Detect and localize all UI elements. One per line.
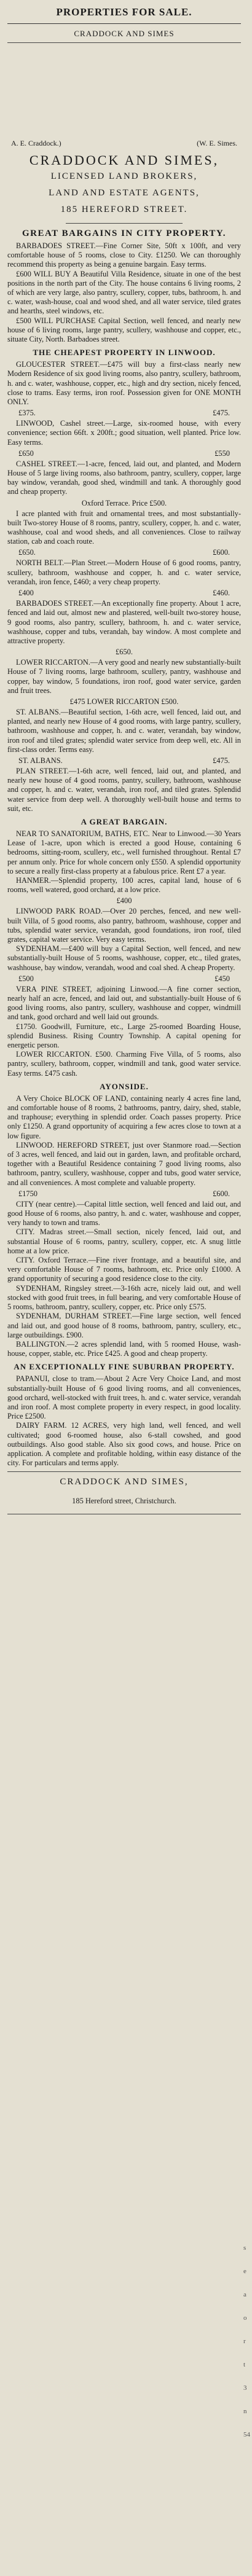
price: £475. [213, 409, 230, 418]
partner-left: A. E. Craddock.) [11, 139, 61, 147]
margin-char: r [243, 2338, 246, 2345]
footer-firm-name: CRADDOCK AND SIMES, [60, 1477, 189, 1487]
price: £400 [18, 589, 34, 598]
listing: CASHEL STREET.—1-acre, fenced, laid out, and planted, and Modern House of 5 large living rooms, also bathroom, pantry, scullery, copper, large bay window, verandah, good shed, windmill and tank. A thoroughly good and cheap property. [7, 459, 241, 496]
section-linwood: THE CHEAPEST PROPERTY IN LINWOOD. [33, 348, 216, 358]
listing: £1750. Goodwill, Furniture, etc., Large 25-roomed Boarding House, splendid Business. Rising Country Township. A capital opening for energetic person. [7, 1022, 241, 1050]
price: £650 [18, 448, 34, 458]
page-marker: 54 [243, 2431, 250, 2438]
section-sanatorium: A GREAT BARGAIN. [81, 816, 168, 826]
margin-char: 3 [243, 2384, 247, 2392]
firm-name: CRADDOCK AND SIMES, [29, 152, 219, 168]
margin-fragments [243, 2236, 251, 2446]
listing: SYDENHAM, DURHAM STREET.—Fine large section, well fenced and laid out, and good house of 8 rooms, bathroom, pantry, scullery, etc., large outbuildings. £900. [7, 1312, 241, 1339]
price-row [7, 408, 241, 418]
section-city: GREAT BARGAINS IN CITY PROPERTY. [22, 229, 227, 238]
listing: SYDENHAM, Ringsley street.—3-16th acre, nicely laid out, and well stocked with good fruit trees, in full bearing, and very comfortable House of 5 rooms, bathroom, pantry, scullery, copper, etc. Price only £575. [7, 1283, 241, 1312]
firm-line-agents: LAND AND ESTATE AGENTS, [49, 188, 200, 198]
margin-char: t [243, 2361, 246, 2368]
divider [66, 223, 183, 224]
firm-address: 185 HEREFORD STREET. [60, 205, 188, 214]
listing: LOWER RICCARTON. £500. Charming Five Villa, of 5 rooms, also pantry, scullery, bathroom, copper, windmill and tank, good water service. Easy terms. £475 cash. [7, 1050, 241, 1078]
footer-address: 185 Hereford street, Christchurch. [72, 1497, 176, 1506]
margin-char: s [243, 2244, 246, 2252]
price: £650. [116, 648, 133, 657]
listing: VERA PINE STREET, adjoining Linwood.—A fine corner section, nearly half an acre, fenced, and laid out, and substantially-built House of 6 good living rooms, also pantry, scullery, washhouse and copper, windmill and tank, good orchard and well laid out grounds. [7, 984, 241, 1022]
divider [7, 42, 241, 43]
margin-char: a [243, 2291, 246, 2298]
listing: A Very Choice BLOCK OF LAND, containing nearly 4 acres fine land, and comfortable house of 8 rooms, 2 bathrooms, pantry, dairy, shed, stable, and traphouse; everything in splendid order. Coach passes property. Price only £1250. A grand opportunity of acquiring a few acres close to town at a low figure. [7, 1094, 241, 1140]
price: ST. ALBANS. [18, 756, 63, 765]
price: £500 [18, 974, 34, 983]
listing: PAPANUI, close to tram.—About 2 Acre Very Choice Land, and most substantially-built House of 6 good living rooms, and all conveniences, good orchard, well-stocked with fruit trees, h. and c. water service, verandah and iron roof. A most complete property in every respect, in good locality. Price £2500. [7, 1374, 241, 1421]
page-title: PROPERTIES FOR SALE. [56, 6, 192, 18]
listing: I acre planted with fruit and ornamental trees, and most substantially-built Two-storey House of 8 rooms, pantry, scullery, copper, h. and c. water, washhouse, coal and wood sheds, and all conveniences. Close to railway station, cab and coach route. [7, 509, 241, 546]
partner-right: (W. E. Simes. [197, 139, 237, 147]
listing: GLOUCESTER STREET.—£475 will buy a first-class nearly new Modern Residence of six good living rooms, also pantry, scullery, bathroom, h. and c. water, washhouse, copper, etc., high and dry section, nicely fenced, close to trams. Easy terms, iron roof. Possession given for ONE MONTH ONLY. [7, 360, 241, 407]
price: £375. [18, 409, 36, 418]
listing: £600 WILL BUY A Beautiful Villa Residence, situate in one of the best positions in the north part of the City. The house contains 6 living rooms, 2 of which are very large, also pantry, scullery, copper, tubs, bathroom, h. and c. water, wash-house, coal and wood shed, and all water service, tiled grates and hearths, steel windows, etc. [7, 269, 241, 316]
margin-char: n [243, 2408, 247, 2415]
listing: CITY (near centre).—Capital little section, well fenced and laid out, and good House of 6 rooms, also pantry, h. and c. water, washhouse and copper, very handy to town and trams. [7, 1199, 241, 1227]
listing: LINWOOD. HEREFORD STREET, just over Stanmore road.—Section of 3 acres, well fenced, and laid out in garden, lawn, and profitable orchard, together with a Beautiful Residence containing 7 good living rooms, also bathroom, pantry, scullery, washhouse, copper and tubs, good water service, and all conveniences. A most complete and valuable property. [7, 1140, 241, 1187]
listing: PLAN STREET.—1-6th acre, well fenced, laid out, and planted, and nearly new house of 4 good rooms, pantry, scullery, bathroom, washhouse and copper, h. and c. water, verandah, iron roof, and tiled grates. Splendid water service from deep well. A thoroughly well-built house and terms to suit, etc. [7, 766, 241, 813]
partners-row [7, 139, 241, 148]
firm-heading: CRADDOCK AND SIMES [74, 29, 175, 38]
listing: BALLINGTON.—2 acres splendid land, with 5 roomed House, wash-house, copper, stable, etc. Price £425. A good and cheap property. [7, 1339, 241, 1358]
section-suburban: AN EXCEPTIONALLY FINE SUBURBAN PROPERTY. [14, 1362, 235, 1372]
price-row [7, 547, 241, 557]
price: £550 [215, 448, 230, 458]
price: £450 [215, 974, 230, 983]
price-row [7, 588, 241, 598]
price: £475. [213, 756, 230, 765]
price: £650. [18, 548, 36, 557]
price: £475 LOWER RICCARTON £500. [69, 697, 179, 706]
firm-line-brokers: LICENSED LAND BROKERS, [50, 171, 198, 181]
listing: £500 WILL PURCHASE Capital Section, well fenced, and nearly new house of 6 living rooms, large pantry, scullery, washhouse and copper, etc., situate City, North. Barbadoes street. [7, 316, 241, 344]
price-row [7, 974, 241, 984]
blank-space [7, 47, 241, 139]
margin-char: e [243, 2268, 246, 2275]
listing: ST. ALBANS.—Beautiful section, 1-6th acre, well fenced, laid out, and planted, and nearly new House of 4 good rooms, with large pantry, scullery, bathroom, washhouse and copper, h. and c. water, verandah, bay window, iron roof and tiled grates; splendid water service from deep well, etc. All in first-class order. Terms easy. [7, 707, 241, 754]
price-row [7, 448, 241, 458]
price-row [7, 1189, 241, 1199]
price: £400 [116, 896, 132, 906]
price: £460. [213, 589, 230, 598]
price: £1750 [18, 1189, 37, 1198]
price: Oxford Terrace. Price £500. [81, 498, 167, 507]
listing: LINWOOD PARK ROAD.—Over 20 perches, fenced, and new well-built Villa, of 5 good rooms, also pantry, bathroom, washhouse, copper and tubs, splendid water service, verandah, good foundations, iron roof, tiled grates, capital water service. Very easy terms. [7, 907, 241, 944]
listing: CITY. Madras street.—Small section, nicely fenced, laid out, and substantial House of 6 rooms, pantry, scullery, copper, etc. A snug little home at a low price. [7, 1227, 241, 1255]
section-avonside: AYONSIDE. [100, 1081, 149, 1091]
margin-char: o [243, 2314, 247, 2322]
listing: SYDENHAM.—£400 will buy a Capital Section, well fenced, and new substantially-built House of 5 rooms, washhouse, copper, etc., tiled grates, washhouse, bay window, verandah, wood and coal shed. A cheap Property. [7, 944, 241, 972]
listing: LOWER RICCARTON.—A very good and nearly new substantially-built House of 7 living rooms, large bathroom, scullery, pantry, washhouse and copper, bay window, 5 foundations, iron roof, good water service, garden and fruit trees. [7, 658, 241, 695]
listing: LINWOOD, Cashel street.—Large, six-roomed house, with every convenience; section 66ft. x 200ft.; good situation, well planted. Price low. Easy terms. [7, 419, 241, 447]
listing: HANMER.—Splendid property, 100 acres, capital land, house of 6 rooms, well watered, good orchard, at a low price. [7, 875, 241, 895]
listing: NORTH BELT.—Plan Street.—Modern House of 6 good rooms, pantry, scullery, bathroom, washhouse and copper, h. and c. water service, verandah, iron fence, £460; a very cheap property. [7, 558, 241, 586]
divider [7, 1471, 241, 1472]
listing: CITY. Oxford Terrace.—Fine river frontage, and a beautiful site, and very comfortable House of 7 rooms, bathroom, etc. Price only £1000. A grand opportunity of securing a good residence close to the city. [7, 1256, 241, 1283]
price: £600. [213, 1189, 230, 1198]
price: £600. [213, 548, 230, 557]
listing: NEAR TO SANATORIUM, BATHS, ETC. Near to Linwood.—30 Years Lease of 1-acre, upon which is erected a good House, containing 6 bedrooms, sitting-room, scullery, etc., well furnished throughout. Rental £7 per annum only. Price for whole concern only £550. A splendid opportunity to secure a really first-class property at a fabulous price. Rent £7 a year. [7, 829, 241, 875]
divider [7, 23, 241, 24]
price-row [7, 756, 241, 765]
listing: DAIRY FARM. 12 ACRES, very high land, well fenced, and well cultivated; good 6-roomed house, also 6-stall cowshed, and good outbuildings. Also good stable. Also six good cows, and house. Price on application. A complete and profitable holding, within easy distance of the city. For particulars and terms apply. [7, 1421, 241, 1468]
listing: BARBADOES STREET.—An exceptionally fine property. About 1 acre, fenced and laid out, almost new and plastered, well-built two-storey house, 9 good rooms, also pantry, scullery, bathroom, h. and c. water service, washhouse, copper and tubs, verandah, bay window. A most complete and attractive property. [7, 599, 241, 645]
listing: BARBADOES STREET.—Fine Corner Site, 50ft x 100ft, and very comfortable house of 5 rooms, close to City. £1250. We can thoroughly recommend this property as being a genuine bargain. Easy terms. [7, 241, 241, 269]
firm-masthead [7, 152, 241, 218]
